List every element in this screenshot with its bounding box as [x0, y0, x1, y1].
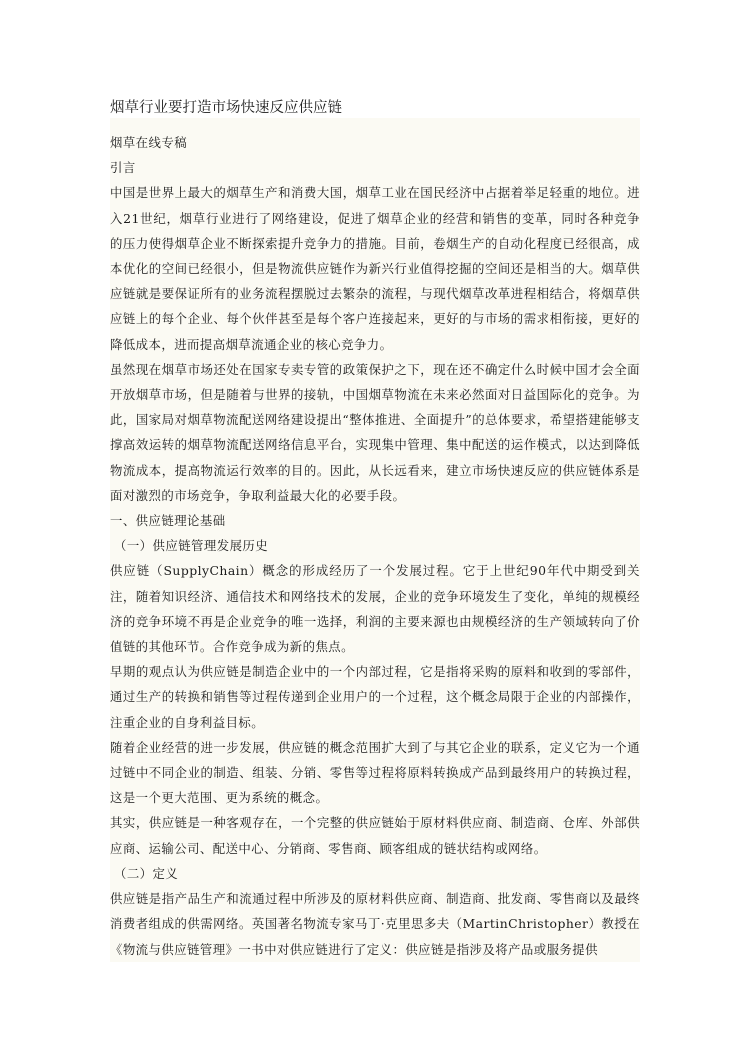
source-line: 烟草在线专稿: [110, 135, 188, 150]
paragraph: 中国是世界上最大的烟草生产和消费大国，烟草工业在国民经济中占据着举足轻重的地位。进入21世纪，烟草行业进行了网络建设，促进了烟草企业的经营和销售的变革，同时各种竞争的压力使得烟草企业不断探索提升竞争力的措施。目前，卷烟生产的自动化程度已经很高，成本优化的空间已经很小，但是物流供应链作为新兴行业值得挖掘的空间还是相当的大。烟草供应链就是要保证所有的业务流程摆脱过去繁杂的流程，与现代烟草改革进程相结合，将烟草供应链上的每个企业、每个伙伴甚至是每个客户连接起来，更好的与市场的需求相衔接，更好的降低成本，进而提高烟草流通企业的核心竞争力。: [110, 185, 640, 352]
paragraph: 早期的观点认为供应链是制造企业中的一个内部过程，它是指将采购的原料和收到的零部件，通过生产的转换和销售等过程传递到企业用户的一个过程，这个概念局限于企业的内部操作，注重企业的自身利益目标。: [110, 664, 640, 730]
document-body: [110, 98, 640, 962]
paragraph: 供应链是指产品生产和流通过程中所涉及的原材料供应商、制造商、批发商、零售商以及最终消费者组成的供需网络。英国著名物流专家马丁·克里思多夫（MartinChristopher）教授在《物流与供应链管理》一书中对供应链进行了定义：供应链是指涉及将产品或服务提供: [110, 891, 640, 957]
paragraph: 随着企业经营的进一步发展，供应链的概念范围扩大到了与其它企业的联系，定义它为一个通过链中不同企业的制造、组装、分销、零售等过程将原料转换成产品到最终用户的转换过程，这是一个更大范围、更为系统的概念。: [110, 739, 640, 806]
document-title: 烟草行业要打造市场快速反应供应链: [110, 98, 640, 118]
intro-heading: 引言: [110, 160, 136, 176]
subsection-heading: （一）供应链管理发展历史: [114, 538, 269, 554]
subsection-heading: （二）定义: [114, 865, 179, 881]
paragraph: 虽然现在烟草市场还处在国家专卖专管的政策保护之下，现在还不确定什么时候中国才会全面开放烟草市场，但是随着与世界的接轨，中国烟草物流在未来必然面对日益国际化的竞争。为此，国家局对烟草物流配送网络建设提出“整体推进、全面提升”的总体要求，希望搭建能够支撑高效运转的烟草物流配送网络信息平台，实现集中管理、集中配送的运作模式，以达到降低物流成本，提高物流运行效率的目的。因此，从长远看来，建立市场快速反应的供应链体系是面对激烈的市场竞争，争取利益最大化的必要手段。: [110, 361, 640, 503]
section-heading: 一、供应链理论基础: [110, 513, 226, 529]
paragraph: 供应链（SupplyChain）概念的形成经历了一个发展过程。它于上世纪90年代中期受到关注，随着知识经济、通信技术和网络技术的发展，企业的竞争环境发生了变化，单纯的规模经济的竞争环境不再是企业竞争的唯一选择，利润的主要来源也由规模经济的生产领域转向了价值链的其他环节。合作竞争成为新的焦点。: [110, 563, 640, 655]
paragraph: 其实，供应链是一种客观存在，一个完整的供应链始于原材料供应商、制造商、仓库、外部供应商、运输公司、配送中心、分销商、零售商、顾客组成的链状结构或网络。: [110, 815, 640, 856]
